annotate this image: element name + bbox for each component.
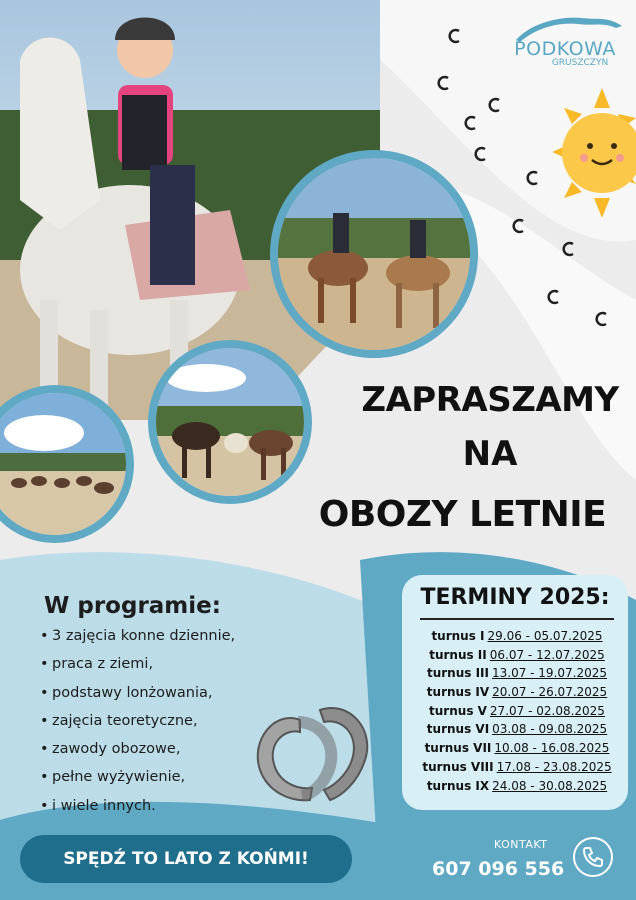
term-label: turnus II xyxy=(429,647,487,662)
term-dates: 17.08 - 23.08.2025 xyxy=(496,759,612,774)
headline-line-2: NA xyxy=(462,434,518,474)
sun-icon xyxy=(552,88,636,218)
term-label: turnus IV xyxy=(426,685,490,700)
program-item: • podstawy lonżowania, xyxy=(40,683,235,711)
cta-banner: SPĘDŹ TO LATO Z KOŃMI! xyxy=(20,835,352,883)
horseshoe-icon xyxy=(510,218,526,234)
term-label: turnus I xyxy=(431,629,485,643)
photo-circle-trainers xyxy=(148,340,312,504)
term-dates: 20.07 - 26.07.2025 xyxy=(492,685,608,700)
horseshoe-icon xyxy=(560,241,576,257)
term-label: turnus VII xyxy=(424,741,492,756)
term-label: turnus V xyxy=(429,703,487,718)
term-dates: 10.08 - 16.08.2025 xyxy=(494,741,610,756)
term-row xyxy=(406,758,628,777)
program-item: • zawody obozowe, xyxy=(40,739,235,767)
contact-phone[interactable]: 607 096 556 xyxy=(432,858,565,880)
horseshoe-icon xyxy=(446,28,462,44)
terms-list xyxy=(406,627,628,795)
program-title: W programie: xyxy=(44,593,221,619)
term-row xyxy=(406,739,628,758)
program-item: • i wiele innych. xyxy=(40,796,235,824)
photo-circle-riders xyxy=(270,150,478,358)
term-row xyxy=(406,683,628,702)
term-row xyxy=(406,720,628,739)
logo xyxy=(500,12,630,72)
program-item: • zajęcia teoretyczne, xyxy=(40,711,235,739)
term-dates: 27.07 - 02.08.2025 xyxy=(489,703,605,718)
horseshoe-icon xyxy=(486,97,502,113)
contact-label: KONTAKT xyxy=(494,838,548,851)
term-row xyxy=(406,777,628,796)
phone-icon[interactable] xyxy=(573,837,613,877)
headline-line-1: ZAPRASZAMY xyxy=(361,380,619,420)
horseshoe-icon xyxy=(435,75,451,91)
horse-logo-icon xyxy=(512,12,628,42)
term-label: turnus III xyxy=(426,666,489,681)
term-dates: 29.06 - 05.07.2025 xyxy=(487,629,603,643)
terms-title: TERMINY 2025: xyxy=(420,585,610,610)
term-row xyxy=(406,664,628,683)
term-row xyxy=(406,627,628,646)
program-item: • praca z ziemi, xyxy=(40,654,235,682)
program-item: • 3 zajęcia konne dziennie, xyxy=(40,626,235,654)
horseshoe-icon xyxy=(593,311,609,327)
horseshoe-icon xyxy=(472,146,488,162)
term-label: turnus VIII xyxy=(422,759,494,774)
terms-divider xyxy=(420,618,614,620)
term-dates: 24.08 - 30.08.2025 xyxy=(492,778,608,793)
term-row xyxy=(406,646,628,665)
program-list xyxy=(40,626,235,824)
horseshoe-icon xyxy=(545,289,561,305)
logo-name: PODKOWA xyxy=(514,38,616,60)
term-dates: 13.07 - 19.07.2025 xyxy=(491,666,608,681)
term-dates: 03.08 - 09.08.2025 xyxy=(492,722,608,737)
logo-subtitle: GRUSZCZYN xyxy=(551,58,609,68)
term-dates: 06.07 - 12.07.2025 xyxy=(489,647,605,662)
program-item: • pełne wyżywienie, xyxy=(40,767,235,795)
term-label: turnus IX xyxy=(426,778,490,793)
horseshoes-decoration-icon xyxy=(250,700,375,805)
horseshoe-icon xyxy=(462,115,478,131)
term-row xyxy=(406,702,628,721)
headline-line-3: OBOZY LETNIE xyxy=(318,494,607,535)
term-label: turnus VI xyxy=(426,722,490,737)
horseshoe-icon xyxy=(524,170,540,186)
